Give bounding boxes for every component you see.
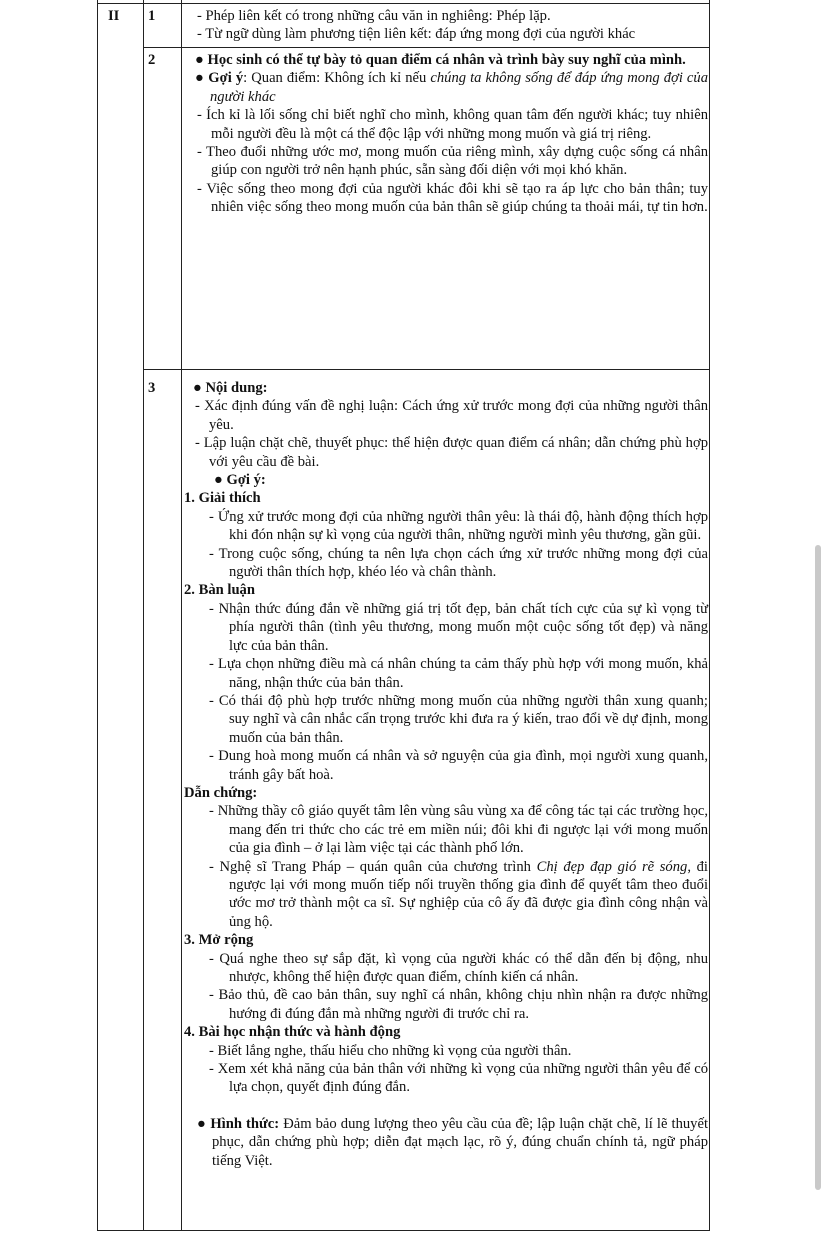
- q2-point: - Việc sống theo mong đợi của người khác đôi khi sẽ tạo ra áp lực cho bản thân; tuy nhiên việc sống theo mong muốn của bản thân sẽ giúp chúng ta thoải mái, tự tin hơn.: [197, 180, 708, 216]
- q2-point: - Theo đuổi những ước mơ, mong muốn của riêng mình, xây dựng cuộc sống cá nhân giúp con người trở nên hạnh phúc, sẵn sàng đối diện với mọi khó khăn.: [197, 144, 708, 179]
- bullet-icon: ●: [193, 380, 206, 396]
- q2-hint-italic: chúng ta không sống để đáp ứng mong đợi của người khác: [210, 70, 708, 105]
- q1-line: - Phép liên kết có trong những câu văn in nghiêng: Phép lặp.: [197, 8, 551, 24]
- q3-s1-title: 1. Giải thích: [184, 490, 261, 507]
- scrollbar-thumb[interactable]: [815, 545, 821, 1190]
- bullet-icon: ●: [195, 70, 209, 87]
- q2-hint-text: : Quan điểm: Không ích kỉ nếu: [243, 70, 431, 87]
- table-bottom-border: [97, 1230, 710, 1231]
- q3-s2-point: - Dung hoà mong muốn cá nhân và sở nguyện của gia đình, mọi người xung quanh, tránh gây bất hoà.: [209, 748, 708, 783]
- q3-evidence-1: - Những thầy cô giáo quyết tâm lên vùng sâu vùng xa để công tác tại các trường học, mang đến tri thức cho các trẻ em miền núi; đôi khi đi ngược lại với mong muốn của gia đình – ở lại làm việc tại các thành phố lớn.: [209, 803, 708, 857]
- q3-s2-point: - Nhận thức đúng đắn về những giá trị tốt đẹp, bản chất tích cực của sự kì vọng từ phía người thân (tình yêu thương, mong muốn một cuộc sống tốt đẹp) và năng lực của bản thân.: [209, 600, 708, 654]
- q3-s4-title: 4. Bài học nhận thức và hành động: [184, 1024, 401, 1041]
- question-2-answer: [186, 51, 708, 217]
- q3-s3-point: - Quá nghe theo sự sắp đặt, kì vọng của người khác có thể dẫn đến bị động, nhu nhược, không thể hiện được quan điểm, chính kiến cá nhân.: [209, 950, 708, 985]
- question-3-answer: [184, 379, 708, 1170]
- q3-form-label: Hình thức:: [210, 1115, 280, 1132]
- q1-line: - Từ ngữ dùng làm phương tiện liên kết: đáp ứng mong đợi của người khác: [197, 26, 636, 43]
- q3-hint-label: Gợi ý:: [226, 472, 266, 489]
- q2-hint-label: Gợi ý: [208, 70, 244, 87]
- q3-evidence-2-text: - Nghệ sĩ Trang Pháp – quán quân của chương trình: [209, 858, 537, 875]
- q3-evidence-title: Dẫn chứng:: [184, 784, 258, 801]
- question-1-answer: [186, 7, 708, 44]
- bullet-icon: ●: [197, 1115, 211, 1132]
- q3-s4-point: - Biết lắng nghe, thấu hiểu cho những kì vọng của người thân.: [209, 1042, 572, 1059]
- q3-s2-point: - Lựa chọn những điều mà cá nhân chúng ta cảm thấy phù hợp với mong muốn, khả năng, nhận thức của bản thân.: [209, 656, 708, 691]
- question-number-3: 3: [148, 380, 156, 396]
- row-divider-1: [143, 47, 710, 48]
- q3-content-point: - Lập luận chặt chẽ, thuyết phục: thể hiện được quan điểm cá nhân; dẫn chứng phù hợp với yêu cầu đề bài.: [195, 435, 708, 470]
- question-number-2: 2: [148, 52, 156, 68]
- row-divider-2: [143, 369, 710, 370]
- q3-content-label: Nội dung:: [205, 380, 268, 396]
- q3-evidence-2-rest: , đi ngược lại với mong muốn tiếp nối truyền thống gia đình để quyết tâm theo đuổi ước mơ trở thành một ca sĩ. Sự nghiệp của cô ấy đã được gia đình công nhận và ủng hộ.: [229, 858, 708, 930]
- column-divider-2: [181, 0, 182, 1231]
- section-number: II: [108, 8, 120, 24]
- table-right-border: [709, 0, 710, 1231]
- table-top-border: [97, 3, 710, 4]
- bullet-icon: ●: [214, 472, 227, 489]
- question-number-1: 1: [148, 8, 156, 24]
- q3-s3-title: 3. Mở rộng: [184, 932, 254, 949]
- q3-evidence-2-title: Chị đẹp đạp gió rẽ sóng: [536, 858, 688, 875]
- q3-s2-title: 2. Bàn luận: [184, 582, 255, 599]
- q3-content-point: - Xác định đúng vấn đề nghị luận: Cách ứng xử trước mong đợi của những người thân yêu.: [195, 398, 708, 433]
- column-divider-1: [143, 0, 144, 1231]
- table-left-border: [97, 0, 98, 1231]
- q3-s1-point: - Ứng xử trước mong đợi của những người thân yêu: là thái độ, hành động thích hợp khi đón nhận sự kì vọng của người thân, những người mình yêu thương, gần gũi.: [209, 508, 708, 544]
- q3-s1-point: - Trong cuộc sống, chúng ta nên lựa chọn cách ứng xử trước những mong đợi của người thân thích hợp, khéo léo và chân thành.: [209, 545, 708, 581]
- q3-s2-point: - Có thái độ phù hợp trước những mong muốn của những người thân xung quanh; suy nghĩ và cân nhắc cẩn trọng trước khi đưa ra ý kiến, trao đổi về dự định, mong muốn của bản thân.: [209, 692, 708, 746]
- q3-s4-point: - Xem xét khả năng của bản thân với những kì vọng của những người thân yêu để có lựa chọn, quyết định đúng đắn.: [209, 1061, 708, 1096]
- q3-evidence-2: [184, 858, 708, 932]
- bullet-icon: ●: [195, 52, 208, 68]
- q3-form-text: Đảm bảo dung lượng theo yêu cầu của đề; lập luận chặt chẽ, lí lẽ thuyết phục, dẫn chứng phù hợp; diễn đạt mạch lạc, rõ ý, đúng chuẩn chính tả, ngữ pháp tiếng Việt.: [212, 1115, 709, 1169]
- q3-s3-point: - Bảo thủ, đề cao bản thân, suy nghĩ cá nhân, không chịu nhìn nhận ra được những hướng đi đúng đắn mà những người đi trước chỉ ra.: [209, 987, 708, 1022]
- q2-intro: Học sinh có thể tự bày tỏ quan điểm cá nhân và trình bày suy nghĩ của mình.: [207, 52, 686, 68]
- q2-point: - Ích kỉ là lối sống chỉ biết nghĩ cho mình, không quan tâm đến người khác; tuy nhiên mỗi người đều là một cá thể độc lập với những mong muốn và giá trị riêng.: [197, 107, 708, 142]
